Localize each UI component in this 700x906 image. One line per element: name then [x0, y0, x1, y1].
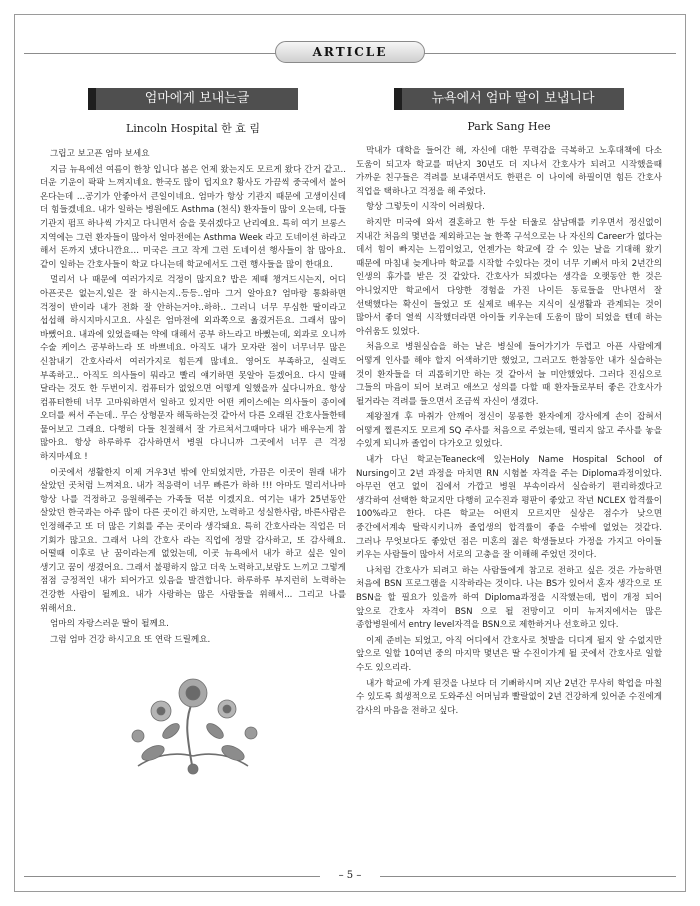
left-paragraph: 엄마의 자랑스러운 딸이 될께요.	[50, 619, 169, 630]
right-paragraph: 막내가 대학을 들어간 해, 자신에 대한 무력감을 극복하고 노후대책에 다소 도움이 되고자 학교를 떠난지 30년도 더 지나서 간호사가 되려고 시작했을때 가까운 친구들은 격려를 보내주면서도 한편은 이 나이에 하필이면 힘든 간호사 직업을 택하나고 걱정을 해 주었다.	[356, 146, 662, 197]
right-paragraph: 제왕절개 후 마취가 안깨어 정신이 몽롱한 환자에게 강사에게 손이 잡혀서 어떻게 찔른지도 모르게 SQ 주사를 처음으로 주었는데, 떨리지 않고 주사를 놓을 수있게 되니까 졸업이 다가오고 있었다.	[356, 412, 662, 450]
right-byline: Park Sang Hee	[467, 120, 551, 133]
left-byline: Lincoln Hospital 한 효 림	[125, 122, 261, 135]
right-paragraph: 내가 학교에 가게 된것을 나보다 더 기뻐하시며 지난 2년간 무사히 학업을 마칠 수 있도록 희생적으로 도와주신 어머님과 빨랄없이 2년 건강하게 있어준 수진에게 감사의 마음을 전하고 싶다.	[356, 678, 662, 716]
left-column	[40, 88, 346, 858]
left-paragraph: 그립고 보고픈 엄마 보세요	[50, 149, 150, 159]
right-paragraph: 항상 그렇듯이 시작이 어려웠다.	[366, 202, 485, 213]
page-number: – 5 –	[320, 868, 380, 884]
right-paragraph: 내가 다닌 학교는Teaneck에 있는Holy Name Hospital School of Nursing이고 2년 과정을 마치면 RN 시험볼 자격을 주는 Diploma과정이었다. 아무런 연고 없이 집에서 가깝고 병원 부속이라서 실습하기 편리하겠다고 생각하여 선택한 학교지만 다행히 교수진과 평판이 좋았고 작년 NCLEX 합격률이 100%라고 한다. 다른 학교는 어떤지 모르지만 실상은 점수가 낮으면 중간에서계속 탈락시키니까 졸업생의 합격률이 좋을 수밖에 없었는 것같다. 그러나 무엇보다도 좋았던 점은 미혼의 젊은 학생들보다 가정을 가지고 아이들 키우는 사람들이 많아서 서로의 고충을 잘 이해해 주었던 것이다.	[356, 455, 662, 561]
right-paragraph: 하지만 미국에 와서 결혼하고 한 두살 터울로 삼남매를 키우면서 정신없이 지내간 처음의 몇년을 제외하고는 늘 한쪽 구석으로는 나 자신의 Career가 없다는 데서 힘이 빠지는 느낌이었고, 언젠가는 학교에 갈 수 있는 날을 기대해 왔기 때문에 마침내 늦게나마 학교를 시작할 수있다는 것이 너무 기뻐서 마치 2년간의 인생의 휴가를 받은 것 같았다. 간호사가 되겠다는 생각을 오랫동안 한 것은 아니었지만 학교에서 다양한 경험을 가진 나이든 동료들을 만나면서 잘 선택했다는 확신이 들었고 또 실제로 배우는 지식이 실생활과 관계되는 것이 많아서 좋더 열씩 시작했더라면 아이들 키우는데 도움이 많이 되었을 텐데 하는 아쉬움도 있었다.	[356, 217, 662, 337]
floral-ornament-icon	[93, 661, 293, 781]
right-article-title: 뉴욕에서 엄마 딸이 보냅니다	[394, 88, 624, 110]
right-paragraph: 처음으로 병원실습을 하는 날은 병실에 들어가기가 두렵고 아픈 사람에게 어떻게 인사를 해야 할지 어색하기만 했었고, 그러고도 한참동안 내가 실습하는 것이 환자들을 더 괴롭히기만 하는 것 같아서 늘 미안했었다. 그러다 진심으로 그들의 마음이 되어 보려고 애쓰고 성의를 다할 때 환자들로부터 좋은 간호사가 될거라는 격려를 들으면서 조금씩 자신이 생겼다.	[356, 342, 662, 407]
article-section-label: ARTICLE	[275, 41, 425, 63]
left-paragraph: 그럼 엄마 건강 하시고요 또 연락 드릴께요.	[50, 634, 211, 645]
left-paragraph: 멀리서 나 때문에 여러가지로 걱정이 많지요? 밥은 제때 챙겨드시는지, 어디 아픈곳은 없는지,일은 잘 하시는지..등등..엄마 그거 알아요? 엄마랑 통화하면 걱정이 반이라 내가 전화 잘 안하는거야..하하.. 그러니 너무 무심한 딸이라고 섭섭해 하시지마시고요. 사실은 엄마전에 외과쪽으로 옮겼거든요. 그래서 많이 바뻤어요. 내과에 있었을때는 약에 대해서 공부 하느라고 바뻤는데, 외과로 오니까 수술 케이스 공부하느라 또 바쁘네요. 아직도 내가 모자란 점이 너무너무 많은 신참내기 간호사라서 여러가지로 힘든게 많네요. 영어도 부족하고, 실력도 부족하고.. 아직도 의사들이 뭐라고 빨리 얘기하면 못알아 듣겠어요. 다시 말해 달라는 것도 한 두번이지. 컴퓨터가 없었으면 어떻게 일했을까 싶다니까요. 항상 컴퓨터한테 너무 고마워하면서 일하고 있지만 어떤 케이스에는 의사들이 종이에 오더를 써서 주는데.. 무슨 상형문자 해독하는것 같아서 다른 오래된 간호사들한테 물어보고 그래요. 다행히 다들 친절해서 잘 가르쳐서그때마다 내가 배우는게 참 많아요. 항상 하루하루 감사하면서 병원 다니니까 그곳에서 너무 큰 걱정 하지마세요 !	[40, 275, 346, 463]
left-article-title: 엄마에게 보내는글	[88, 88, 298, 110]
right-paragraph: 나처럼 간호사가 되려고 하는 사람들에게 참고로 전하고 싶은 것은 가능하면 처음에 BSN 프로그램을 시작하라는 것이다. 나는 BS가 있어서 혼자 생각으로 또 BSN을 할 필요가 있을까 하여 Diploma과정을 시작했는데, 법이 개정 되어 앞으로 간호사 자격이 BSN 으로 될 전망이고 이미 뉴저지에서는 많은 종합병원에서 entry level자격을 BSN으로 제한하거나 선호하고 있다.	[356, 565, 662, 631]
left-paragraph: 이곳에서 생활한지 이제 거우3년 밖에 안되었지만, 가끔은 이곳이 원래 내가 살았던 곳처럼 느껴져요. 내가 적응력이 너무 빠른가 하하 !!! 아마도 멀리서나마 항상 나를 걱정하고 응원해주는 가족들 덕분 이겠지요. 여기는 내가 25년동안 살았던 한국과는 아주 많이 다른 곳이긴 하지만, 노력하고 성실한사람, 바른사람은 인정해주고 또 더 많은 기회를 주는 곳이라 생각돼요. 특히 간호사라는 직업은 더 기회가 많고요. 그래서 나의 간호사 라는 직업에 정말 감사하고, 또 감사해요. 어떨때 이후로 난 꿈이라는게 없었는데, 이곳 뉴욕에서 내가 하고 싶은 일이 생기고 꿈이 생겼어요. 그래서 불평하지 않고 더욱 노력하고,보람도 느끼고 그렇게 점점 긍정적인 내가 되어가고 있음을 발견합니다. 하루하루 부지런히 노력하는 건강한 사람이 될께요. 내가 사랑하는 많은 사람들을 위해서... 그리고 나를 위해서요.	[40, 467, 346, 614]
right-paragraph: 이제 준비는 되었고, 아직 어디에서 간호사로 첫발을 디디게 될지 알 수없지만 앞으로 일할 10여년 중의 마지막 몇년은 딸 수진이가게 될 곳에서 간호사로 일할 수도 있으리라.	[356, 635, 662, 673]
right-column	[356, 88, 662, 858]
left-paragraph: 지금 뉴욕에선 여름이 한창 입니다 봄은 언제 왔는지도 모르게 왔다 간거 같고.. 더운 기운이 팍팍 느껴지네요. 한국도 많이 덥지요? 황사도 가끔씩 중국에서 불어 온다는데 ...공기가 안좋아서 큰일이네요. 엄마가 항상 기관지 때문에 고생이신데 더 힘들겠네요. 내가 일하는 병원에도 Asthma (천식) 환자들이 많이 오는데, 다들 기관지 펌프 하나씩 가지고 다니면서 숨을 못쉬겠다고 난리예요. 특히 여기 브롱스 지역에는 그런 환자들이 많아서 얼마전에는 Asthma Week 라고 도네이션 하라고 해서 돈까지 냈다니깐요… 미국은 크고 작게 그런 도네이션 행사들이 참 많아요. 같이 일하는 간호사들이 학교 다니는데 학교에서도 그런 행사들을 많이 한대요.	[40, 164, 346, 270]
